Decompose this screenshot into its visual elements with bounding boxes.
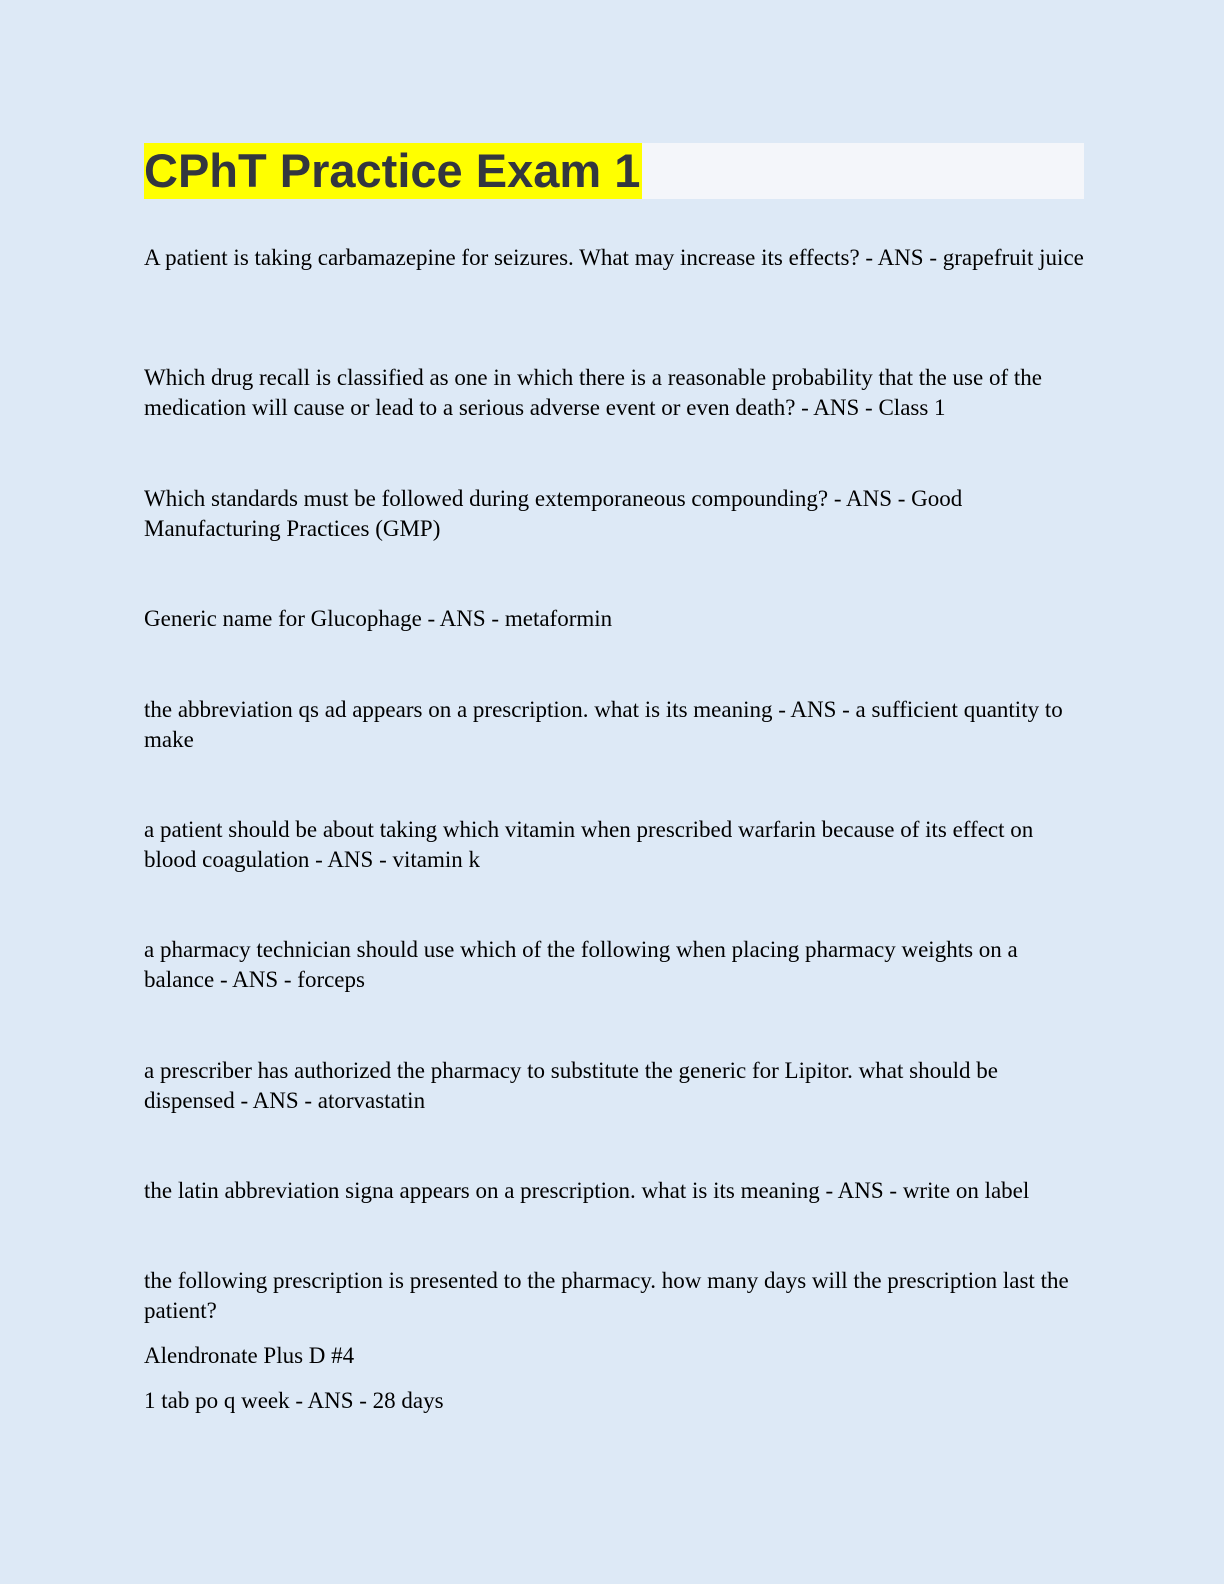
question-3: Which standards must be followed during extemporaneous compounding? - ANS - Good Manufacturing Practices (GMP) [144, 486, 963, 541]
question-4: Generic name for Glucophage - ANS - metaformin [144, 606, 613, 631]
question-7: a pharmacy technician should use which of the following when placing pharmacy weights on a balance - ANS - forceps [144, 937, 1018, 992]
title-banner [144, 143, 1084, 199]
question-9: the latin abbreviation signa appears on a prescription. what is its meaning - ANS - write on label [144, 1178, 1030, 1203]
question-2: Which drug recall is classified as one in which there is a reasonable probability that the use of the medication will cause or lead to a serious adverse event or even death? - ANS - Class 1 [144, 365, 1042, 420]
prescription-drug-line: Alendronate Plus D #4 [144, 1343, 355, 1368]
question-6: a patient should be about taking which vitamin when prescribed warfarin because of its effect on blood coagulation - ANS - vitamin k [144, 817, 1034, 872]
prescription-sig-line: 1 tab po q week - ANS - 28 days [144, 1388, 444, 1413]
question-8: a prescriber has authorized the pharmacy to substitute the generic for Lipitor. what should be dispensed - ANS - atorvastatin [144, 1058, 998, 1113]
document-title: CPhT Practice Exam 1 [144, 144, 641, 197]
question-1: A patient is taking carbamazepine for seizures. What may increase its effects? - ANS - grapefruit juice [144, 245, 1084, 270]
question-10: the following prescription is presented to the pharmacy. how many days will the prescription last the patient? [144, 1268, 1069, 1323]
question-5: the abbreviation qs ad appears on a prescription. what is its meaning - ANS - a sufficient quantity to make [144, 697, 1063, 752]
